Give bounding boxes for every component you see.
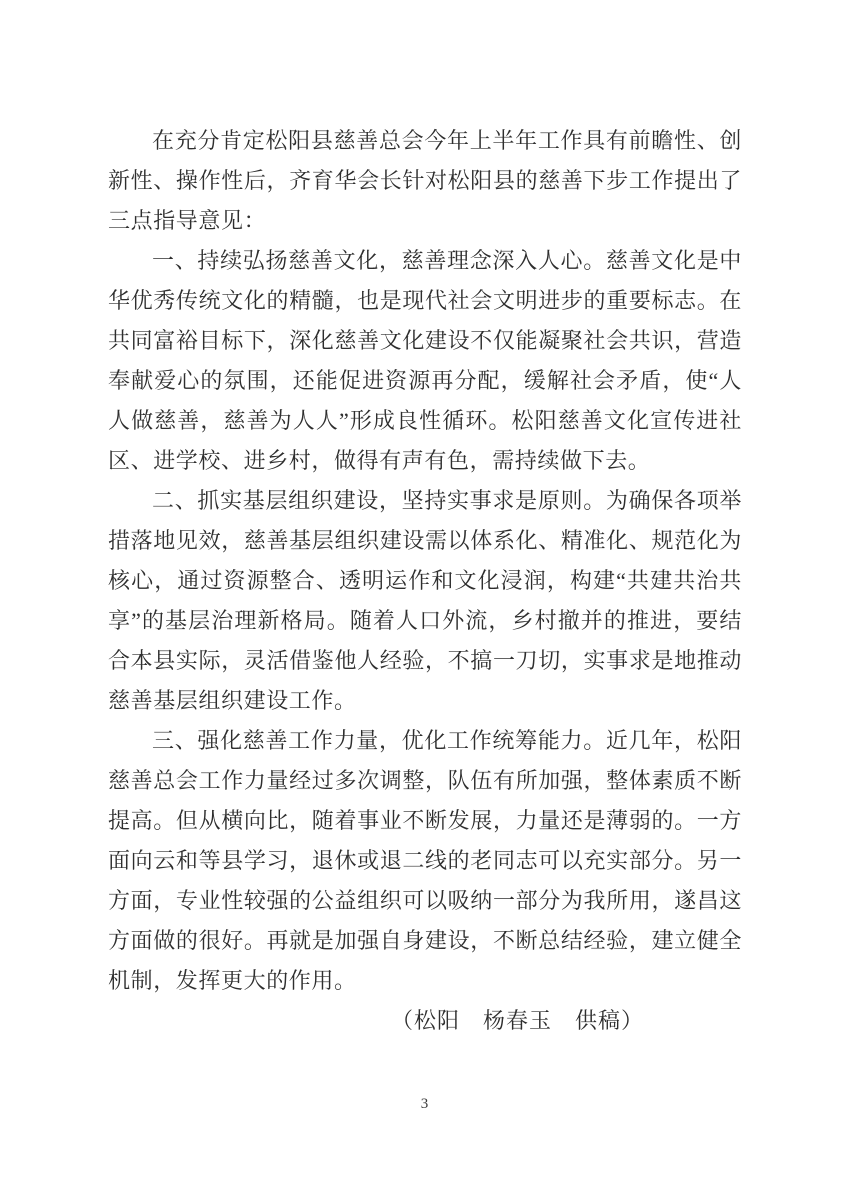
paragraph-point-1: 一、持续弘扬慈善文化，慈善理念深入人心。慈善文化是中华优秀传统文化的精髓，也是现代社会文明进步的重要标志。在共同富裕目标下，深化慈善文化建设不仅能凝聚社会共识，营造奉献爱心的氛围，还能促进资源再分配，缓解社会矛盾，使“人人做慈善，慈善为人人”形成良性循环。松阳慈善文化宣传进社区、进学校、进乡村，做得有声有色，需持续做下去。 <box>108 248 742 473</box>
document-body <box>108 121 742 1041</box>
page-number: 3 <box>420 1096 429 1112</box>
paragraph-intro: 在充分肯定松阳县慈善总会今年上半年工作具有前瞻性、创新性、操作性后，齐育华会长针对松阳县的慈善下步工作提出了三点指导意见： <box>108 128 742 233</box>
paragraph-point-3: 三、强化慈善工作力量，优化工作统筹能力。近几年，松阳慈善总会工作力量经过多次调整，队伍有所加强，整体素质不断提高。但从横向比，随着事业不断发展，力量还是薄弱的。一方面向云和等县学习，退休或退二线的老同志可以充实部分。另一方面，专业性较强的公益组织可以吸纳一部分为我所用，遂昌这方面做的很好。再就是加强自身建设，不断总结经验，建立健全机制，发挥更大的作用。 <box>108 728 742 993</box>
attribution-line: （松阳 杨春玉 供稿） <box>390 1008 644 1033</box>
paragraph-point-2: 二、抓实基层组织建设，坚持实事求是原则。为确保各项举措落地见效，慈善基层组织建设需以体系化、精准化、规范化为核心，通过资源整合、透明运作和文化浸润，构建“共建共治共享”的基层治理新格局。随着人口外流，乡村撤并的推进，要结合本县实际，灵活借鉴他人经验，不搞一刀切，实事求是地推动慈善基层组织建设工作。 <box>108 488 742 713</box>
